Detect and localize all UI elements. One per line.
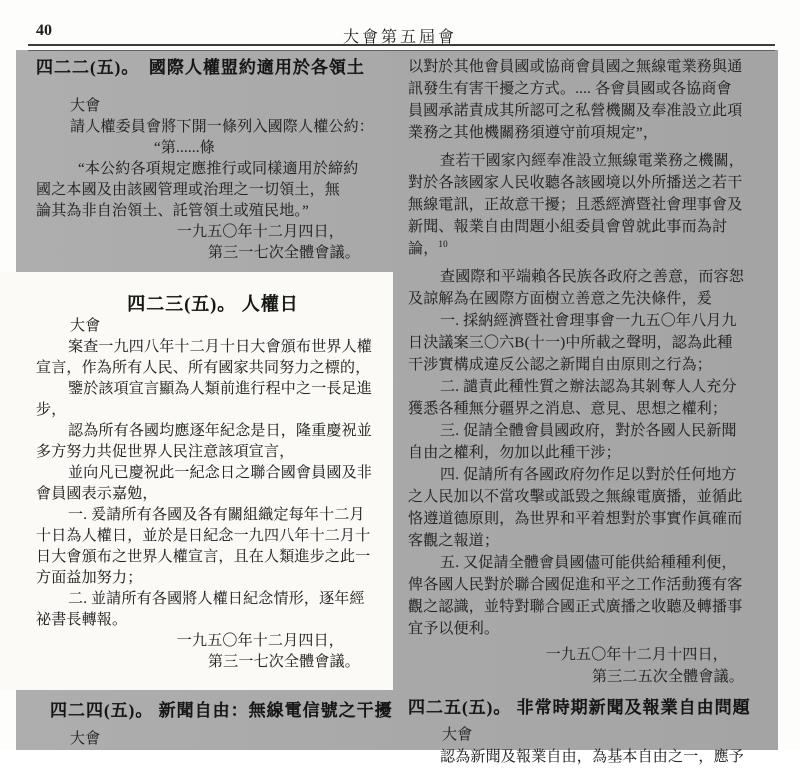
text-line: 五. 又促請全體會員國儘可能供給種種利便， (440, 555, 737, 571)
resolution-date: 一九五〇年十二月四日， (176, 633, 344, 649)
text-line: 一. 採納經濟暨社會理事會一九五〇年八月九 (440, 313, 737, 329)
text-line: 二. 並請所有各國將人權日紀念情形，逐年經 (68, 591, 365, 607)
text-line: 恪遵道德原則，為世界和平着想對於事實作眞確而 (408, 511, 743, 527)
text-line: “本公約各項規定應推行或同樣適用於締約 (78, 161, 359, 177)
text-line: 獲悉各種無分疆界之消息、意見、思想之權利； (408, 401, 728, 417)
text-line: 一. 爰請所有各國及各有關組織定每年十二月 (68, 507, 365, 523)
section-heading-425: 四二五(五)。 非常時期新聞及報業自由問題 (408, 698, 751, 717)
text-line: 鑒於該項宣言顯為人類前進行程中之一長足進 (68, 381, 373, 397)
page-header (0, 0, 800, 50)
text-line-with-footnote (408, 238, 774, 260)
kicker-424: 大會 (70, 731, 101, 747)
text-line: 訊發生有害干擾之方式。.... 各會員國或各協商會 (408, 81, 732, 97)
text-line: 三. 促請全體會員國政府，對於各國人民新聞 (440, 423, 737, 439)
resolution-date: 一九五〇年十二月四日， (176, 224, 344, 240)
text-line: 宣言，作為所有人民、所有國家共同努力之標的， (36, 360, 371, 376)
text-line: 自由之權利，勿加以此種干涉； (408, 445, 621, 461)
text-line: 二. 譴責此種性質之辦法認為其剝奪人人充分 (440, 379, 737, 395)
text-line: 四. 促請所有各國政府勿作足以對於任何地方 (440, 467, 737, 483)
resolution-date: 一九五〇年十二月十四日， (545, 647, 728, 663)
text-line: 對於各該國家人民收聽各該國境以外所播送之若干 (408, 175, 743, 191)
right-column (408, 56, 774, 768)
text-line: “第......條 (154, 140, 215, 156)
section-heading-424: 四二四(五)。 新聞自由：無線電信號之干擾 (50, 701, 393, 720)
left-column (36, 56, 393, 750)
text-line: 業務之其他機關務須遵守前項規定”， (408, 125, 659, 141)
header-rule (28, 44, 775, 51)
text-line: 無線電訊，正故意干擾；且悉經濟暨社會理事會及 (408, 197, 743, 213)
text-line: 客觀之報道； (408, 533, 500, 549)
text-line: 日決議案三〇六B(十一)中所載之聲明，認為此種 (408, 335, 733, 351)
session-number: 第三二五次全體會議。 (591, 669, 744, 685)
kicker-422: 大會 (70, 98, 101, 114)
text-line: 新聞、報業自由問題小組委員會曾就此事而為討 (408, 219, 728, 235)
text-line: 日大會頒布之世界人權宣言，且在人類進步之此一 (36, 549, 371, 565)
text-line: 及諒解為在國際方面樹立善意之先決條件，爰 (408, 291, 713, 307)
kicker-425: 大會 (442, 727, 473, 743)
text-line: 宜予以便利。 (408, 621, 500, 637)
text-line: 觀之認識，並特對聯合國正式廣播之收聽及轉播事 (408, 599, 743, 615)
text-line: 請人權委員會將下開一條列入國際人權公約： (70, 119, 375, 135)
running-title: 大會第五屆會 (342, 29, 457, 46)
text-line: 俾各國人民對於聯合國促進和平之工作活動獲有客 (408, 577, 743, 593)
text-line: 查若干國家內經奉准設立無線電業務之機關， (440, 153, 745, 169)
text-line: 並向凡已慶祝此一紀念日之聯合國會員國及非 (68, 465, 373, 481)
text-line: 方面益加努力； (36, 570, 143, 586)
text-line: 會員國表示嘉勉， (36, 486, 158, 502)
text-line: 國之本國及由該國管理或治理之一切領土，無 (36, 182, 341, 198)
text-line: 認為新聞及報業自由，為基本自由之一，應予 (440, 749, 745, 765)
text-line: 案查一九四八年十二月十日大會頒布世界人權 (68, 339, 373, 355)
kicker-423: 大會 (70, 318, 101, 334)
text-line: 查國際和平端賴各民族各政府之善意，而容恕 (440, 269, 745, 285)
text-line: 以對於其他會員國或協商會員國之無線電業務與通 (408, 59, 743, 75)
text-line: 祕書長轉報。 (36, 612, 128, 628)
text-line: 認為所有各國均應逐年紀念是日，隆重慶祝並 (68, 423, 373, 439)
text-line: 十日為人權日，並於是日紀念一九四八年十二月十 (36, 528, 371, 544)
text-line: 員國承諾責成其所認可之私營機關及奉准設立此項 (408, 103, 743, 119)
text-line: 干涉實構成違反公認之新聞自由原則之行為； (408, 357, 713, 373)
text-line: 論其為非自治領土、託管領土或殖民地。” (36, 203, 309, 219)
text-line: 步， (36, 402, 67, 418)
page-number: 40 (36, 22, 52, 39)
text-line: 論， (408, 241, 439, 257)
section-heading-422: 四二二(五)。 國際人權盟約適用於各領土 (36, 58, 365, 77)
section-heading-423: 四二三(五)。 人權日 (127, 294, 299, 314)
footnote-reference: 10 (438, 239, 448, 249)
text-line: 多方努力共促世界人民注意該項宣言， (36, 444, 295, 460)
session-number: 第三一七次全體會議。 (207, 654, 360, 670)
text-line: 之人民加以不當攻擊或詆毀之無線電廣播，並循此 (408, 489, 743, 505)
session-number: 第三一七次全體會議。 (207, 245, 360, 261)
